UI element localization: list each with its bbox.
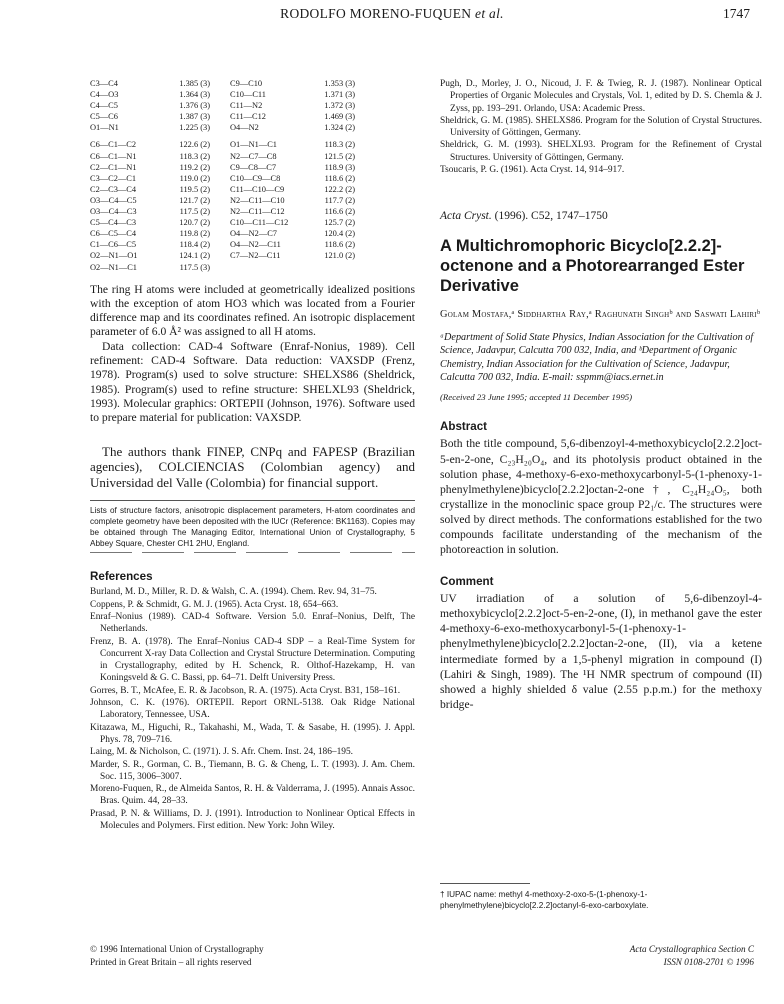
geometry-value: 125.7 (2) [324,218,355,228]
article-citation [440,210,762,222]
copyright-footer [90,943,264,969]
geometry-value: 117.5 (2) [179,207,210,217]
geometry-value: 116.6 (2) [324,207,355,217]
geometry-atoms: O1—N1 [90,123,119,133]
references-list [90,586,415,832]
geometry-atoms: C11—C12 [230,112,266,122]
geometry-atoms: O2—N1—O1 [90,251,138,261]
right-column [440,78,762,712]
reference-entry: Burland, M. D., Miller, R. D. & Walsh, C. A. (1994). Chem. Rev. 94, 31–75. [90,587,377,598]
acknowledgements: The authors thank FINEP, CNPq and FAPESP (Brazilian agencies), COLCIENCIAS (Colombian agency) and Universidad del Valle (Colombia) for financial support. [90,443,415,490]
geometry-atoms: O4—N2—C11 [230,240,281,250]
reference-entry: Moreno-Fuquen, R., de Almeida Santos, R. H. & Valderrama, J. (1995). Annais Assoc. Bras. Quim. 44, 28–33. [90,784,415,807]
reference-entry: Tsoucaris, P. G. (1961). Acta Cryst. 14, 914–917. [440,165,625,176]
geometry-value: 117.7 (2) [324,195,355,205]
geometry-value: 118.4 (2) [179,240,210,250]
geometry-value: 1.387 (3) [179,112,210,122]
copyright-line: © 1996 International Union of Crystallography [90,944,264,954]
geometry-value [300,262,355,273]
geometry-row [90,206,355,217]
geometry-atoms: C2—C1—N1 [90,162,137,172]
running-header [0,6,784,22]
geometry-atoms: C6—C1—N1 [90,151,137,161]
geometry-value: 122.6 (2) [179,140,210,150]
abstract-heading: Abstract [440,420,488,434]
geometry-row [90,111,355,122]
geometry-value: 120.7 (2) [179,218,210,228]
references-heading: References [90,570,153,584]
author-list: Golam Mostafa,ᵃ Siddhartha Ray,ᵃ Raghunath Singhᵇ and Saswati Lahiriᵇ [440,309,761,321]
reference-entry: Sheldrick, G. M. (1985). SHELXS86. Program for the Solution of Crystal Structures. University of Göttingen, Germany. [440,115,762,139]
geometry-value: 122.2 (2) [324,184,355,194]
geometry-atoms: O1—N1—C1 [230,140,277,150]
geometry-atoms: C9—C8—C7 [230,162,277,172]
geometry-atoms: C2—C3—C4 [90,184,137,194]
geometry-value: 118.3 (2) [179,151,210,161]
geometry-atoms: C7—N2—C11 [230,251,281,261]
running-header-authors: RODOLFO MORENO-FUQUEN [280,6,472,21]
geometry-value: 1.371 (3) [324,90,355,100]
reference-entry: Prasad, P. N. & Williams, D. J. (1991). Introduction to Nonlinear Optical Effects in Molecules and Polymers. First edition. New York: John Wiley. [90,808,415,831]
reference-entry: Gorres, B. T., McAfee, E. R. & Jacobson, R. A. (1975). Acta Cryst. B31, 158–161. [90,685,401,696]
geometry-value: 119.2 (2) [179,162,210,172]
geometry-value: 118.3 (2) [324,140,355,150]
geometry-value: 1.324 (2) [324,123,355,133]
geometry-value: 1.385 (3) [179,79,210,88]
reference-entry: Pugh, D., Morley, J. O., Nicoud, J. F. & Twieg, R. J. (1987). Nonlinear Optical Properties of Organic Molecules and Crystals, Vol. 1, edited by D. S. Chemla & J. Zyss, pp. 193–291. Orlando, USA: Academic Press. [440,79,762,114]
journal-section: Acta Crystallographica Section C [629,944,754,954]
geometry-atoms: O3—C4—C3 [90,207,137,217]
comment-text: UV irradiation of a solution of 5,6-dibenzoyl-4-methoxybicyclo[2.2.2]oct-5-en-2-one, (I), in methanol gave the ester 4-methoxy-6-exo-methoxycarbonyl-5-(1-phenoxy-1-phenylmethylene)bicyclo[2.2.2]octan-2-one, (II), via a ketene intermediate formed by a 1,5-phenyl migration in compound (I) (Lahiri & Singh, 1989). The ¹H NMR spectrum of compound (II) showed a highly shielded δ value (2.55 p.p.m.) for the methoxy bridge- [440,592,762,711]
references-list-continued [440,78,762,176]
received-dates: (Received 23 June 1995; accepted 11 December 1995) [440,392,633,403]
geometry-row [90,139,355,150]
geometry-row [90,184,355,195]
comment-heading: Comment [440,575,494,589]
geometry-atoms: C5—C4—C3 [90,218,137,228]
geometry-row [90,217,355,228]
left-column [90,78,415,832]
geometry-atoms: O2—N1—C1 [90,262,137,272]
geometry-row [90,122,355,133]
deposition-note: Lists of structure factors, anisotropic displacement parameters, H-atom coordinates and complete geometry have been deposited with the IUCr (Reference: BK1163). Copies may be obtained through The Managing Editor, International Union of Crystallography, 5 Abbey Square, Chester CH1 2HU, England. [90,506,415,549]
citation-journal: Acta Cryst. [440,210,492,223]
geometry-atoms: C10—C11—C12 [230,218,289,228]
abstract-text: Both the title compound, 5,6-dibenzoyl-4-methoxybicyclo[2.2.2]oct-5-en-2-one, C₂₃H₂₀O₄, and its photolysis product obtained in the solution phase, 4-methoxy-6-exo-methoxycarbonyl-5-(1-phenoxy-1-phenylmethylene)bicyclo[2.2.2]octan-2-one†, C₂₄H₂₄O₅, both crystallize in the monoclinic space group P2₁/c. The structures were solved by direct methods. The conformations established for the two compounds facilitate understanding of the mechanism of the photoreaction in solution. [440,437,762,557]
geometry-row [90,239,355,250]
reference-entry: Enraf–Nonius (1989). CAD-4 Software. Version 5.0. Enraf–Nonius, Delft, The Netherlands. [90,611,415,635]
geometry-atoms: C4—O3 [90,90,119,100]
geometry-row [90,228,355,239]
geometry-value: 119.0 (2) [179,173,210,183]
geometry-row [90,262,355,273]
running-header-suffix: et al. [475,6,504,21]
geometry-row [90,78,355,89]
geometry-atoms: C10—C11 [230,90,266,100]
geometry-row [90,100,355,111]
reference-entry: Marder, S. R., Gorman, C. B., Tiemann, B. G. & Cheng, L. T. (1993). J. Am. Chem. Soc. 115, 3006–3007. [90,759,415,782]
geometry-row [90,195,355,206]
printed-line: Printed in Great Britain – all rights reserved [90,957,252,967]
reference-entry: Coppens, P. & Schmidt, G. M. J. (1965). Acta Cryst. 18, 654–663. [90,599,339,610]
geometry-atoms: O4—N2—C7 [230,229,277,239]
reference-entry: Sheldrick, G. M. (1993). SHELXL93. Program for the Refinement of Crystal Structures. University of Göttingen, Germany. [440,140,762,163]
geometry-value: 121.5 (2) [324,151,355,161]
geometry-value: 1.353 (3) [324,79,355,88]
geometry-atoms: C5—C6 [90,112,118,122]
geometry-value: 121.0 (2) [324,251,355,261]
geometry-atoms [230,262,300,273]
geometry-value: 1.364 (3) [179,90,210,100]
footnote: † IUPAC name: methyl 4-methoxy-2-oxo-5-(1-phenoxy-1-phenylmethylene)bicyclo[2.2.2]octanyl-6-exo-carboxylate. [440,890,649,910]
citation-details: (1996). C52, 1747–1750 [494,210,608,223]
geometry-value: 117.5 (3) [179,262,210,272]
geometry-value: 121.7 (2) [179,195,210,205]
reference-entry: Kitazawa, M., Higuchi, R., Takahashi, M., Wada, T. & Sasabe, H. (1995). J. Appl. Phys. 78, 709–716. [90,722,415,745]
geometry-value: 1.225 (3) [179,123,210,133]
geometry-value: 119.8 (2) [179,229,210,239]
geometry-value: 1.469 (3) [324,112,355,122]
geometry-value: 119.5 (2) [179,184,210,194]
affiliations: ᵃDepartment of Solid State Physics, Indian Association for the Cultivation of Science, Jadavpur, Calcutta 700 032, India, and ᵇDepartment of Organic Chemistry, Indian Association for the Cultivation of Science, Jadavpur, Calcutta 700 032, India. E-mail: sspmm@iacs.ernet.in [440,331,754,383]
geometry-row [90,173,355,184]
geometry-table [90,78,355,273]
geometry-atoms: C11—N2 [230,101,263,111]
geometry-atoms: N2—C11—C12 [230,207,285,217]
geometry-atoms: C6—C1—C2 [90,140,137,150]
reference-entry: Frenz, B. A. (1978). The Enraf–Nonius CAD-4 SDP – a Real-Time System for Concurrent X-ray Data Collection and Crystal Structure Determination. Computing in Crystallography, edited by H. Schenck, R. Olthof-Hazekamp, H. van Koningsveld & G. C. Bassi, pp. 64–71. Delft University Press. [90,636,415,684]
geometry-value: 118.6 (2) [324,173,355,183]
geometry-row [90,162,355,173]
geometry-atoms: C11—C10—C9 [230,184,285,194]
geometry-row [90,250,355,261]
geometry-atoms: N2—C7—C8 [230,151,277,161]
geometry-value: 1.376 (3) [179,101,210,111]
geometry-atoms: O3—C4—C5 [90,195,137,205]
geometry-atoms: C6—C5—C4 [90,229,137,239]
geometry-row [90,89,355,100]
geometry-row [90,151,355,162]
software-paragraph: Data collection: CAD-4 Software (Enraf-Nonius, 1989). Cell refinement: CAD-4 Software. Data reduction: VAXSDP (Frenz, 1978). Program(s) used to solve structure: SHELXS86 (Sheldrick, 1985). Program(s) used to refine structure: SHELXL93 (Sheldrick, 1993). Molecular graphics: ORTEPII (Johnson, 1976). Software used to prepare material for publication: VAXSDP. [90,339,415,425]
geometry-value: 118.6 (2) [324,240,355,250]
geometry-atoms: N2—C11—C10 [230,195,285,205]
geometry-value: 120.4 (2) [324,229,355,239]
geometry-value: 124.1 (2) [179,251,210,261]
issn-line: ISSN 0108-2701 © 1996 [663,957,754,967]
page-number: 1747 [723,6,750,21]
reference-entry: Johnson, C. K. (1976). ORTEPII. Report ORNL-5138. Oak Ridge National Laboratory, Tennessee, USA. [90,698,415,721]
hydrogen-paragraph: The ring H atoms were included at geometrically idealized positions with the exception of atom HO3 which was located from a Fourier difference map and its coordinates refined. An isotropic displacement parameter of 6.0 Å² was assigned to all H atoms. [90,282,415,339]
footnote-rule [440,883,530,884]
geometry-atoms: C9—C10 [230,79,263,88]
geometry-atoms: C3—C2—C1 [90,173,137,183]
geometry-atoms: C3—C4 [90,79,118,88]
geometry-atoms: C1—C6—C5 [90,240,137,250]
geometry-atoms: O4—N2 [230,123,259,133]
geometry-atoms: C4—C5 [90,101,118,111]
journal-footer [630,943,754,969]
deposition-dash-rule [90,552,415,553]
geometry-atoms: C10—C9—C8 [230,173,281,183]
geometry-value: 118.9 (3) [324,162,355,172]
deposition-rule [90,500,415,501]
reference-entry: Laing, M. & Nicholson, C. (1971). J. S. Afr. Chem. Inst. 24, 186–195. [90,747,354,758]
article-title: A Multichromophoric Bicyclo[2.2.2]-octenone and a Photorearranged Ester Derivative [440,237,745,296]
geometry-value: 1.372 (3) [324,101,355,111]
